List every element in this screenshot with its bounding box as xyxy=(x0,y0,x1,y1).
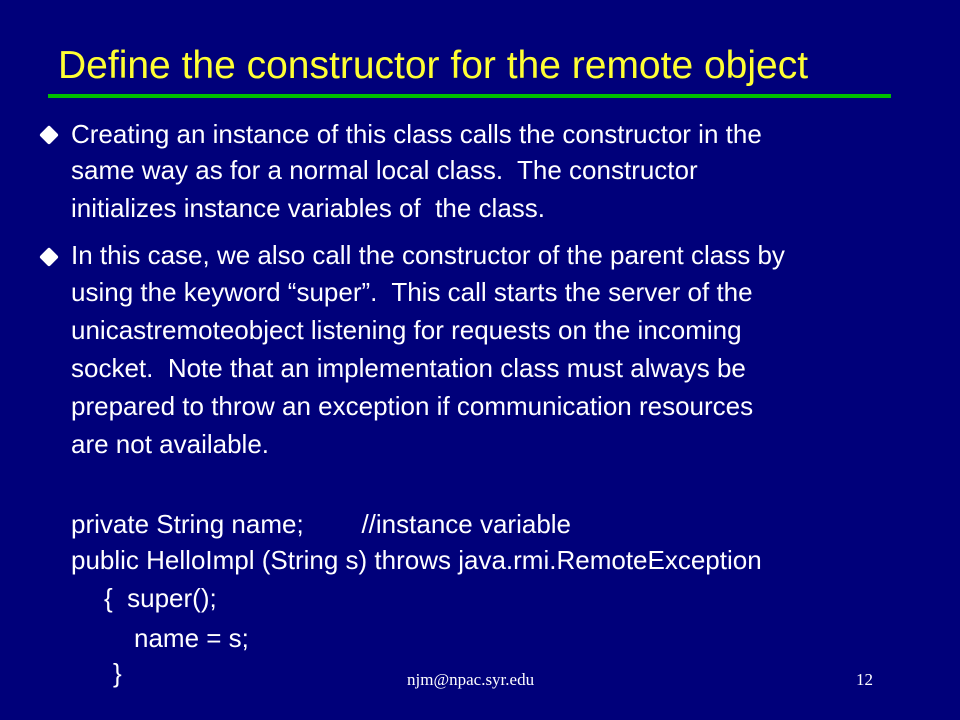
diamond-bullet-icon xyxy=(39,247,59,267)
footer-email: njm@npac.syr.edu xyxy=(407,670,535,689)
bullet-2-line: prepared to throw an exception if communication resources xyxy=(71,391,754,421)
bullet-2-line: socket. Note that an implementation class must always be xyxy=(71,353,746,383)
bullet-2-line: are not available. xyxy=(71,429,270,459)
footer-page-number: 12 xyxy=(856,670,873,689)
slide-title: Define the constructor for the remote object xyxy=(58,44,809,87)
bullet-2-line: using the keyword “super”. This call starts the server of the xyxy=(71,277,753,307)
bullet-2-line: unicastremoteobject listening for requests on the incoming xyxy=(71,315,742,345)
diamond-bullet-icon xyxy=(39,125,59,145)
bullet-1-line: initializes instance variables of the class. xyxy=(71,193,546,223)
bullet-1-line: Creating an instance of this class calls the constructor in the xyxy=(71,119,762,149)
bullet-1-line: same way as for a normal local class. The constructor xyxy=(71,155,698,185)
bullet-2-line: In this case, we also call the constructor of the parent class by xyxy=(71,240,785,270)
code-line: name = s; xyxy=(134,623,249,653)
code-line: { super(); xyxy=(104,583,217,613)
code-line: public HelloImpl (String s) throws java.rmi.RemoteException xyxy=(71,545,762,575)
code-line: } xyxy=(113,658,122,688)
code-line: private String name; //instance variable xyxy=(71,509,572,539)
title-underline xyxy=(48,94,891,98)
